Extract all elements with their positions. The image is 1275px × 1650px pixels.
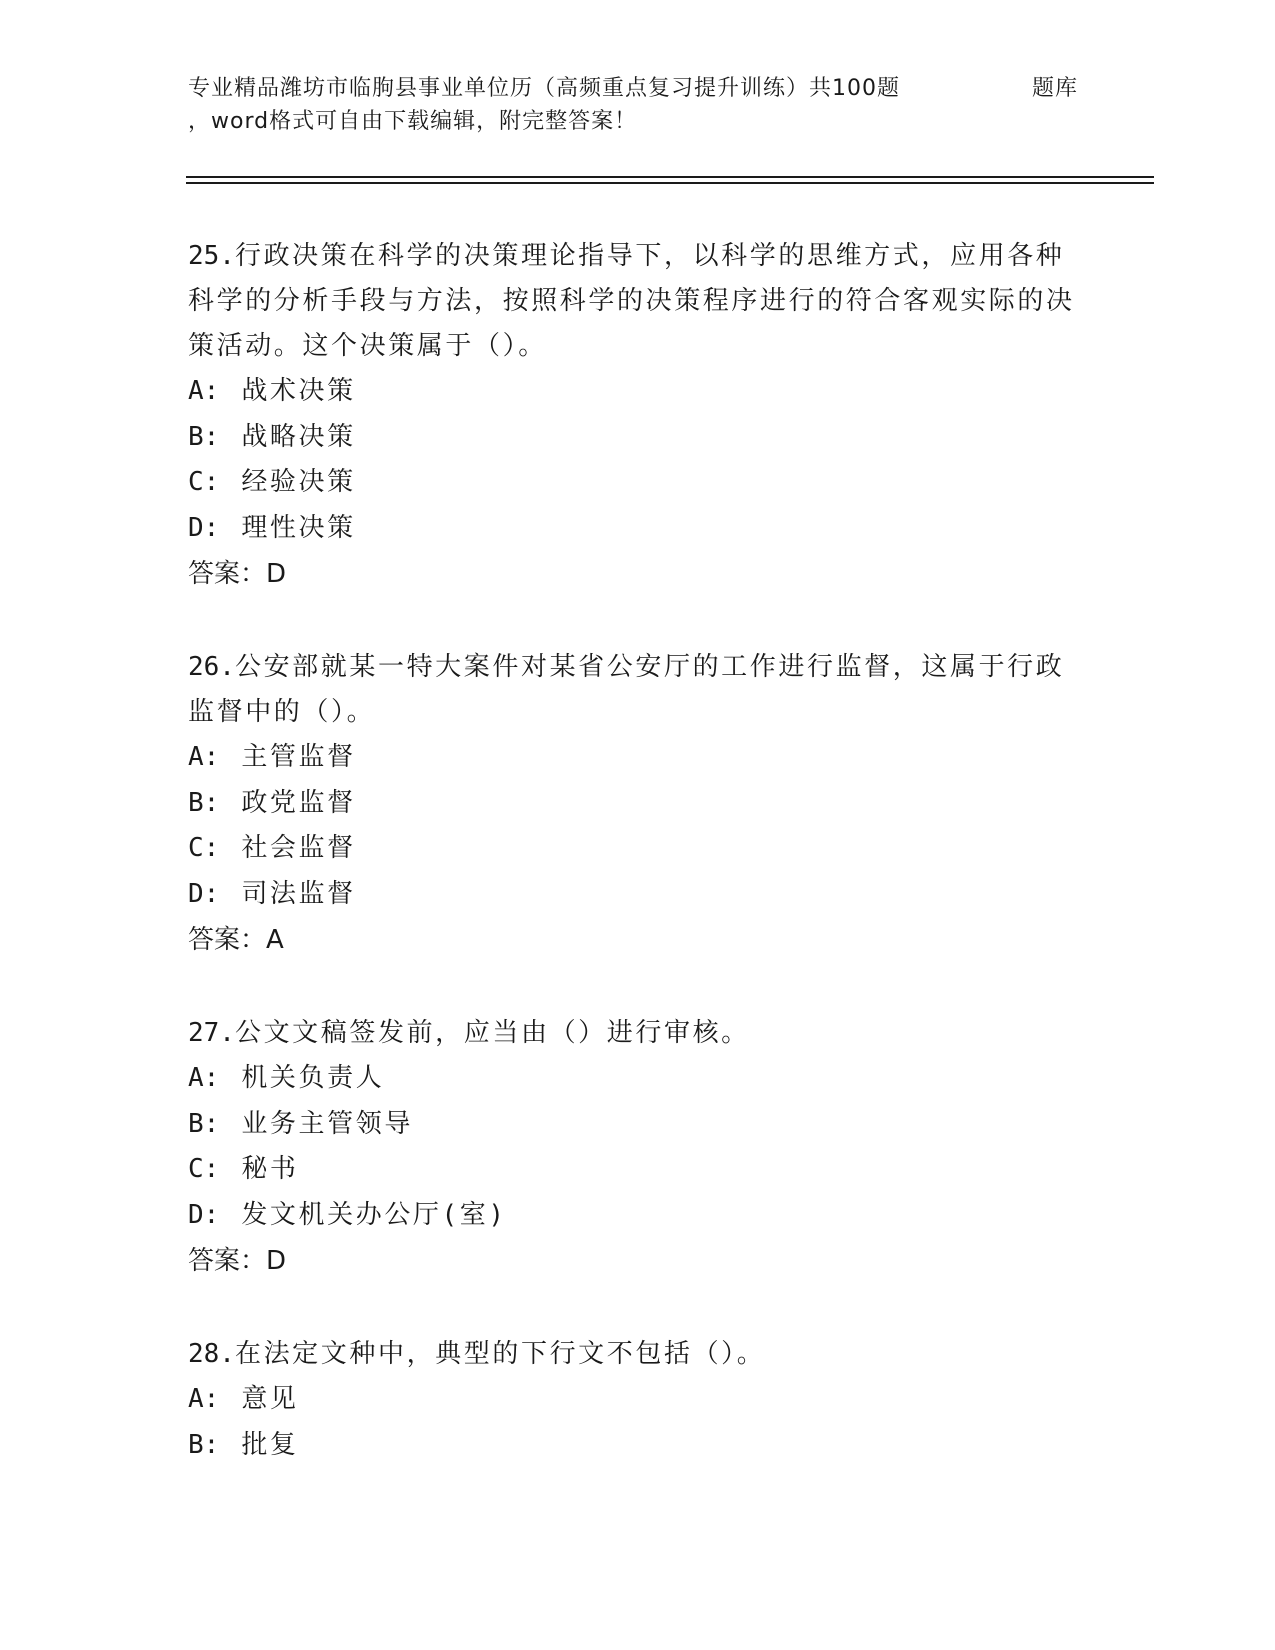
option-b: [188, 1423, 1088, 1469]
option-letter: C:: [188, 833, 220, 863]
option-text: 机关负责人: [241, 1063, 385, 1093]
option-text: 理性决策: [241, 512, 356, 543]
option-text: 秘书: [241, 1154, 299, 1184]
question-text: 在法定文种中，典型的下行文不包括（）。: [234, 1339, 766, 1369]
option-text: 主管监督: [241, 742, 356, 772]
question-28: [188, 1332, 1088, 1468]
option-letter: A:: [188, 1063, 220, 1093]
answer-line: 答案：D: [188, 559, 287, 589]
option-text: 经验决策: [241, 467, 356, 497]
option-letter: B:: [188, 787, 220, 818]
question-text: 公文文稿签发前，应当由（）进行审核。: [234, 1018, 750, 1048]
option-d: [188, 506, 1088, 552]
option-letter: B:: [188, 421, 220, 452]
option-a: [188, 1377, 1088, 1423]
option-d: [188, 1193, 1088, 1239]
question-25: [188, 234, 1088, 597]
option-text: 战术决策: [241, 376, 356, 406]
option-b: [188, 1102, 1088, 1148]
option-letter: D:: [188, 1199, 220, 1230]
option-text: 政党监督: [241, 787, 356, 818]
option-text: 批复: [241, 1429, 299, 1460]
header-title: 专业精品潍坊市临朐县事业单位历（高频重点复习提升训练）共100题: [188, 76, 900, 101]
question-stem: [188, 1332, 1088, 1377]
header-divider-top: [186, 176, 1154, 178]
option-b: [188, 781, 1088, 827]
option-letter: B:: [188, 1108, 220, 1139]
question-number: 28.: [188, 1339, 235, 1369]
question-text: 行政决策在科学的决策理论指导下，以科学的思维方式，应用各种科学的分析手段与方法，按照科学的决策程序进行的符合客观实际的决策活动。这个决策属于（）。: [188, 241, 1075, 361]
option-c: [188, 826, 1088, 872]
option-text: 意见: [241, 1384, 299, 1414]
option-letter: C:: [188, 467, 220, 497]
option-letter: D:: [188, 512, 220, 543]
header-divider-bottom: [186, 182, 1154, 184]
option-letter: A:: [188, 742, 220, 772]
question-number: 25.: [188, 241, 235, 271]
option-b: [188, 415, 1088, 461]
answer-line: 答案：D: [188, 1246, 287, 1276]
option-c: [188, 460, 1088, 506]
option-c: [188, 1147, 1088, 1193]
question-text: 公安部就某一特大案件对某省公安厅的工作进行监督，这属于行政监督中的（）。: [188, 652, 1065, 727]
option-letter: B:: [188, 1429, 220, 1460]
option-text: 社会监督: [241, 833, 356, 863]
option-text: 发文机关办公厅(室): [241, 1199, 507, 1230]
option-a: [188, 1056, 1088, 1102]
option-a: [188, 369, 1088, 415]
option-letter: C:: [188, 1154, 220, 1184]
question-number: 27.: [188, 1018, 235, 1048]
option-letter: A:: [188, 376, 220, 406]
question-stem: [188, 645, 1088, 735]
question-number: 26.: [188, 652, 235, 682]
option-letter: D:: [188, 878, 220, 909]
question-stem: [188, 234, 1088, 369]
question-stem: [188, 1011, 1088, 1056]
option-d: [188, 872, 1088, 918]
option-text: 司法监督: [241, 878, 356, 909]
question-27: [188, 1011, 1088, 1284]
question-list: [188, 234, 1088, 1516]
option-text: 业务主管领导: [241, 1108, 413, 1139]
header-tag: 题库: [1032, 76, 1079, 101]
header-title-row: [188, 72, 1088, 106]
question-26: [188, 645, 1088, 963]
option-a: [188, 735, 1088, 781]
header-subtitle: ，word格式可自由下载编辑，附完整答案！: [188, 109, 638, 134]
document-header: [188, 72, 1088, 138]
option-letter: A:: [188, 1384, 220, 1414]
option-text: 战略决策: [241, 421, 356, 452]
answer-line: 答案：A: [188, 925, 284, 955]
